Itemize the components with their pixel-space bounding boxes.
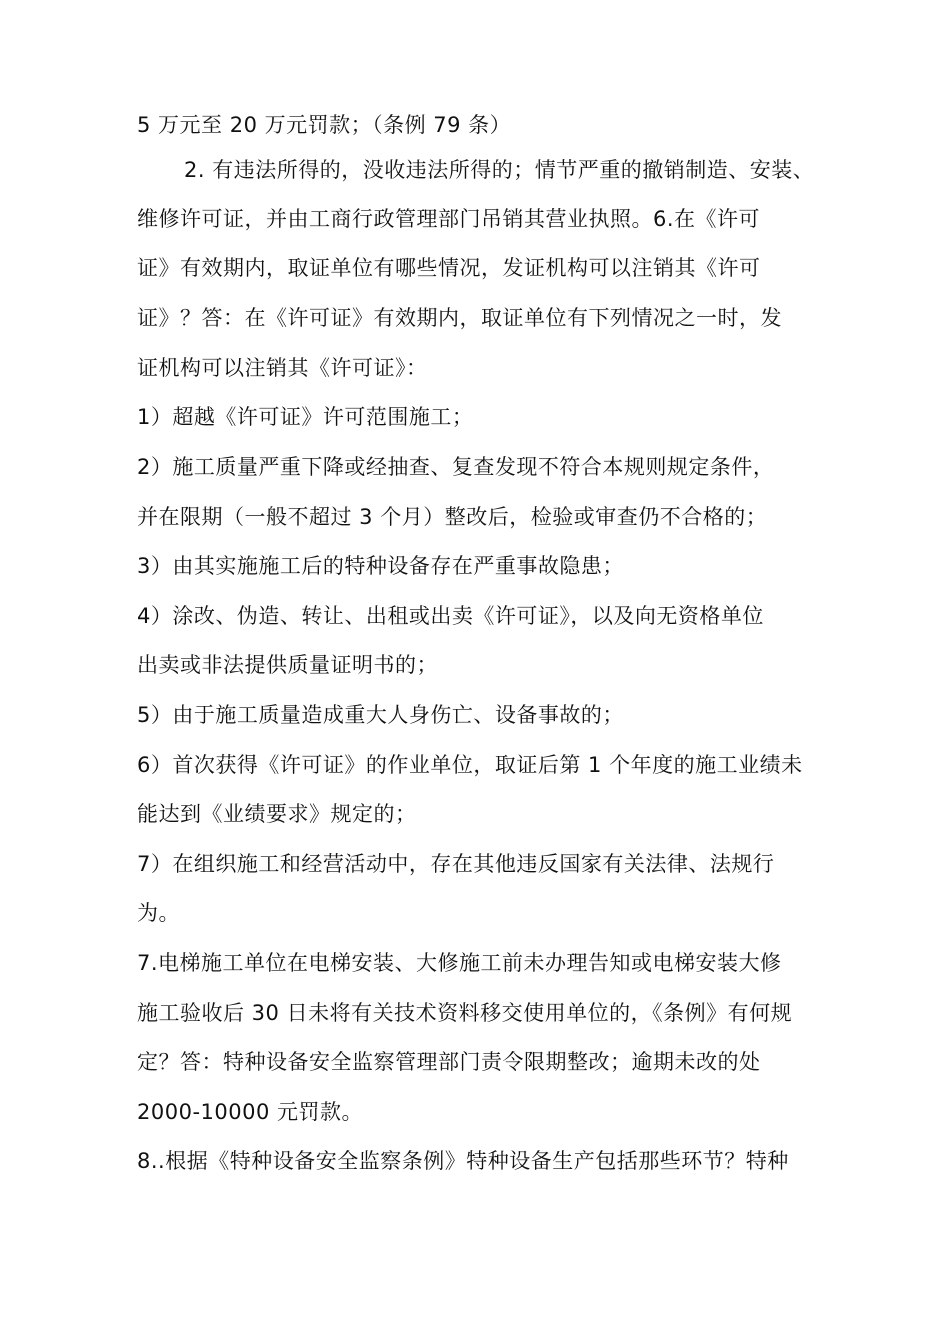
text-line: 维修许可证，并由工商行政管理部门吊销其营业执照。6.在《许可 xyxy=(137,207,761,231)
text-line: 定？答：特种设备安全监察管理部门责令限期整改；逾期未改的处 xyxy=(137,1050,761,1074)
text-line: 证机构可以注销其《许可证》： xyxy=(137,356,428,380)
text-line: 2. 有违法所得的，没收违法所得的；情节严重的撤销制造、安装、 xyxy=(184,158,815,182)
list-item: 5）由于施工质量造成重大人身伤亡、设备事故的； xyxy=(137,703,624,727)
text-line: 证》？答：在《许可证》有效期内，取证单位有下列情况之一时，发 xyxy=(137,306,782,330)
list-item: 2）施工质量严重下降或经抽查、复查发现不符合本规则规定条件， xyxy=(137,455,775,479)
question-heading: 7.电梯施工单位在电梯安装、大修施工前未办理告知或电梯安装大修 xyxy=(137,951,782,975)
list-item: 1）超越《许可证》许可范围施工； xyxy=(137,405,474,429)
text-line: 5 万元至 20 万元罚款；（条例 79 条） xyxy=(137,113,512,137)
text-line: 2000-10000 元罚款。 xyxy=(137,1100,364,1124)
list-item: 6）首次获得《许可证》的作业单位，取证后第 1 个年度的施工业绩未 xyxy=(137,753,803,777)
text-line: 能达到《业绩要求》规定的； xyxy=(137,802,417,826)
text-line: 为。 xyxy=(137,901,180,925)
text-line: 并在限期（一般不超过 3 个月）整改后，检验或审查仍不合格的； xyxy=(137,505,768,529)
list-item: 7）在组织施工和经营活动中，存在其他违反国家有关法律、法规行 xyxy=(137,852,775,876)
text-line: 施工验收后 30 日未将有关技术资料移交使用单位的，《条例》有何规 xyxy=(137,1001,793,1025)
text-line: 证》有效期内，取证单位有哪些情况，发证机构可以注销其《许可 xyxy=(137,256,761,280)
text-line: 出卖或非法提供质量证明书的； xyxy=(137,653,438,677)
list-item: 3）由其实施施工后的特种设备存在严重事故隐患； xyxy=(137,554,624,578)
list-item: 4）涂改、伪造、转让、出租或出卖《许可证》，以及向无资格单位 xyxy=(137,604,764,628)
question-heading: 8..根据《特种设备安全监察条例》特种设备生产包括那些环节？特种 xyxy=(137,1149,789,1173)
